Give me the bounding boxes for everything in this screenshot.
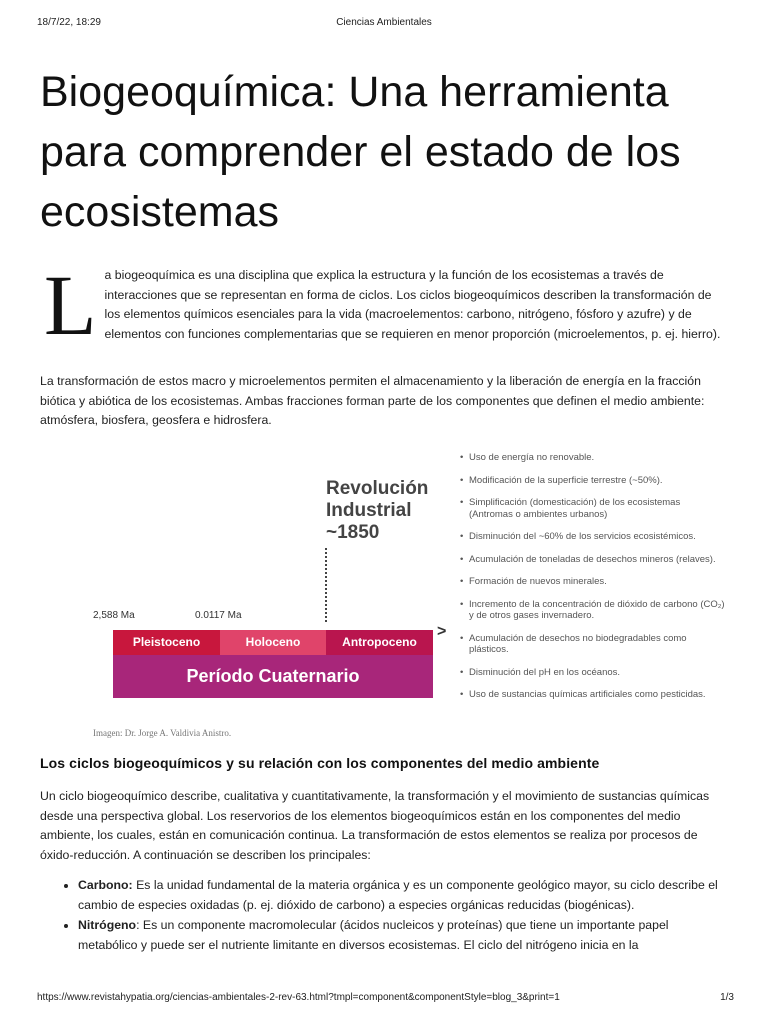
effect-item: • Acumulación de desechos no biodegradables como plásticos.	[460, 633, 725, 656]
image-credit: Imagen: Dr. Jorge A. Valdivia Anistro.	[93, 728, 232, 738]
effect-item: • Uso de sustancias químicas artificiales como pesticidas.	[460, 689, 725, 701]
arrow-icon: >	[437, 623, 447, 640]
revolution-line-2: Industrial	[326, 500, 412, 521]
list-item-carbono	[78, 876, 728, 915]
effect-item: • Uso de energía no renovable.	[460, 452, 725, 464]
effect-item: • Modificación de la superficie terrestre (~50%).	[460, 475, 725, 487]
revolution-marker-line	[325, 548, 327, 622]
intro-text: a biogeoquímica es una disciplina que explica la estructura y la función de los ecosistemas a través de interacciones que se representan en forma de ciclos. Los ciclos biogeoquímicos describen la transformación de los elementos químicos esenciales para la vida (macroelementos: carbono, nitrógeno, fósforo y azufre) y de elementos con funciones complementarias que se requieren en menor proporción (microelementos, p. ej. hierro).	[104, 268, 721, 341]
footer-url: https://www.revistahypatia.org/ciencias-ambientales-2-rev-63.html?tmpl=component&componentStyle=blog_3&print=1	[37, 992, 560, 1003]
elements-list	[40, 876, 728, 956]
page-number: 1/3	[720, 992, 734, 1003]
anthropocene-figure	[80, 448, 730, 748]
effect-item: • Simplificación (domesticación) de los ecosistemas (Antromas o ambientes urbanos)	[460, 497, 725, 520]
epoch-pleistoceno: Pleistoceno	[113, 630, 220, 655]
period-bar	[113, 630, 433, 698]
list-term: Nitrógeno	[78, 918, 137, 932]
effects-list	[460, 452, 725, 712]
section-heading: Los ciclos biogeoquímicos y su relación con los componentes del medio ambiente	[40, 755, 600, 771]
effect-item: • Disminución del ~60% de los servicios ecosistémicos.	[460, 531, 725, 543]
period-cuaternario: Período Cuaternario	[113, 655, 433, 698]
print-site-title: Ciencias Ambientales	[336, 17, 432, 28]
article-title: Biogeoquímica: Una herramienta para comprender el estado de los ecosistemas	[40, 68, 681, 236]
revolution-label	[326, 478, 428, 544]
epoch-antropoceno: Antropoceno	[326, 630, 433, 655]
epoch-holoceno: Holoceno	[220, 630, 326, 655]
effect-item: • Incremento de la concentración de dióxido de carbono (CO₂) y de otros gases invernadero.	[460, 599, 725, 622]
effect-item: • Acumulación de toneladas de desechos mineros (relaves).	[460, 554, 725, 566]
paragraph-2: La transformación de estos macro y microelementos permiten el almacenamiento y la liberación de energía en la fracción biótica y abiótica de los ecosistemas. Ambas fracciones forman parte de los componentes que definen el medio ambiente: atmósfera, biosfera, geosfera e hidrosfera.	[40, 374, 705, 427]
drop-cap: L	[44, 257, 97, 353]
effect-item: • Formación de nuevos minerales.	[460, 576, 725, 588]
ma-label-right: 0.0117 Ma	[195, 610, 242, 621]
effect-item: • Disminución del pH en los océanos.	[460, 667, 725, 679]
revolution-line-3: ~1850	[326, 522, 380, 543]
list-item-nitrogeno	[78, 916, 728, 955]
list-term: Carbono:	[78, 878, 133, 892]
intro-paragraph	[40, 257, 728, 353]
list-text: Es la unidad fundamental de la materia orgánica y es un componente geológico mayor, su ciclo describe el cambio de especies oxidadas (p. ej. dióxido de carbono) a especies orgánicas reducidas (biogénicas).	[78, 878, 718, 912]
revolution-line-1: Revolución	[326, 478, 429, 499]
list-text: : Es un componente macromolecular (ácidos nucleicos y proteínas) que tiene un importante papel metabólico y puede ser el nutriente limitante en diversos ecosistemas. El ciclo del nitrógeno inicia en la	[78, 918, 669, 952]
paragraph-3: Un ciclo biogeoquímico describe, cualitativa y cuantitativamente, la transformación y el movimiento de sustancias químicas desde una perspectiva global. Los reservorios de los elementos biogeoquímicos están en los componentes del medio ambiente, los cuales, están en comunicación continua. La transformación de estos elementos se realiza por procesos de óxido-reducción. A continuación se describen los principales:	[40, 789, 710, 862]
ma-label-left: 2,588 Ma	[93, 610, 135, 621]
print-datetime: 18/7/22, 18:29	[37, 17, 101, 28]
